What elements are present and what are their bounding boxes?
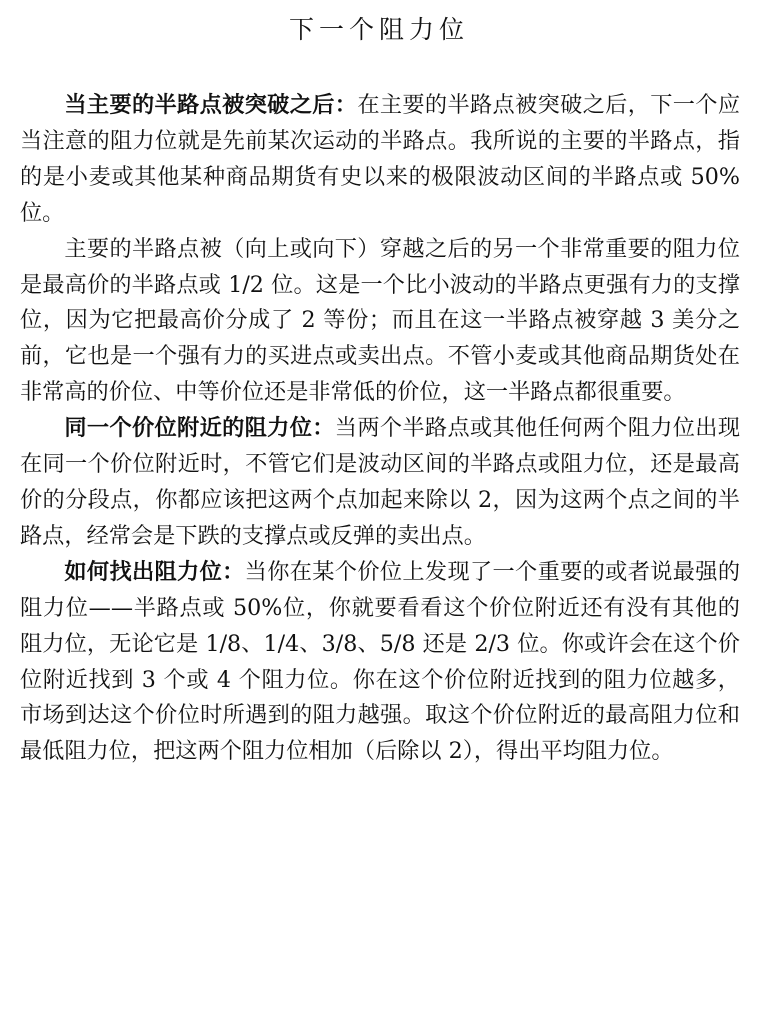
paragraph-text: 在主要的半路点被突破之后，下一个应当注意的阻力位就是先前某次运动的半路点。我所说的主要的半路点，指的是小麦或其他某种商品期货有史以来的极限波动区间的半路点或 50%位。 (20, 92, 741, 226)
document-body (20, 88, 740, 770)
paragraph-text: 当你在某个价位上发现了一个重要的或者说最强的阻力位——半路点或 50%位，你就要看看这个价位附近还有没有其他的阻力位，无论它是 1/8、1/4、3/8、5/8 还是 2/3 位。你或许会在这个价位附近找到 3 个或 4 个阻力位。你在这个价位附近找到的阻力位越多，市场到达这个价位时所遇到的阻力越强。取这个价位附近的最高阻力位和最低阻力位，把这两个阻力位相加（后除以 2），得出平均阻力位。 (20, 558, 741, 765)
paragraph-text: 主要的半路点被（向上或向下）穿越之后的另一个非常重要的阻力位是最高价的半路点或 1/2 位。这是一个比小波动的半路点更强有力的支撑位，因为它把最高价分成了 2 等份；而且在这一半路点被穿越 3 美分之前，它也是一个强有力的买进点或卖出点。不管小麦或其他商品期货处在非常高的价位、中等价位还是非常低的价位，这一半路点都很重要。 (20, 235, 740, 406)
paragraph-resistance-near-same-price (20, 411, 740, 555)
paragraph-after-main-halfway-breakout (20, 88, 740, 232)
paragraph-lead: 如何找出阻力位： (64, 558, 245, 585)
paragraph-lead: 当主要的半路点被突破之后： (64, 92, 358, 118)
paragraph-how-to-find-resistance (20, 555, 740, 770)
paragraph-text: 当两个半路点或其他任何两个阻力位出现在同一个价位附近时，不管它们是波动区间的半路点或阻力位，还是最高价的分段点，你都应该把这两个点加起来除以 2，因为这两个点之间的半路点，经常会是下跌的支撑点或反弹的卖出点。 (20, 415, 741, 549)
paragraph-highest-price-halfway (20, 232, 740, 412)
paragraph-lead: 同一个价位附近的阻力位： (64, 415, 335, 442)
page-title: 下一个阻力位 (288, 15, 469, 44)
